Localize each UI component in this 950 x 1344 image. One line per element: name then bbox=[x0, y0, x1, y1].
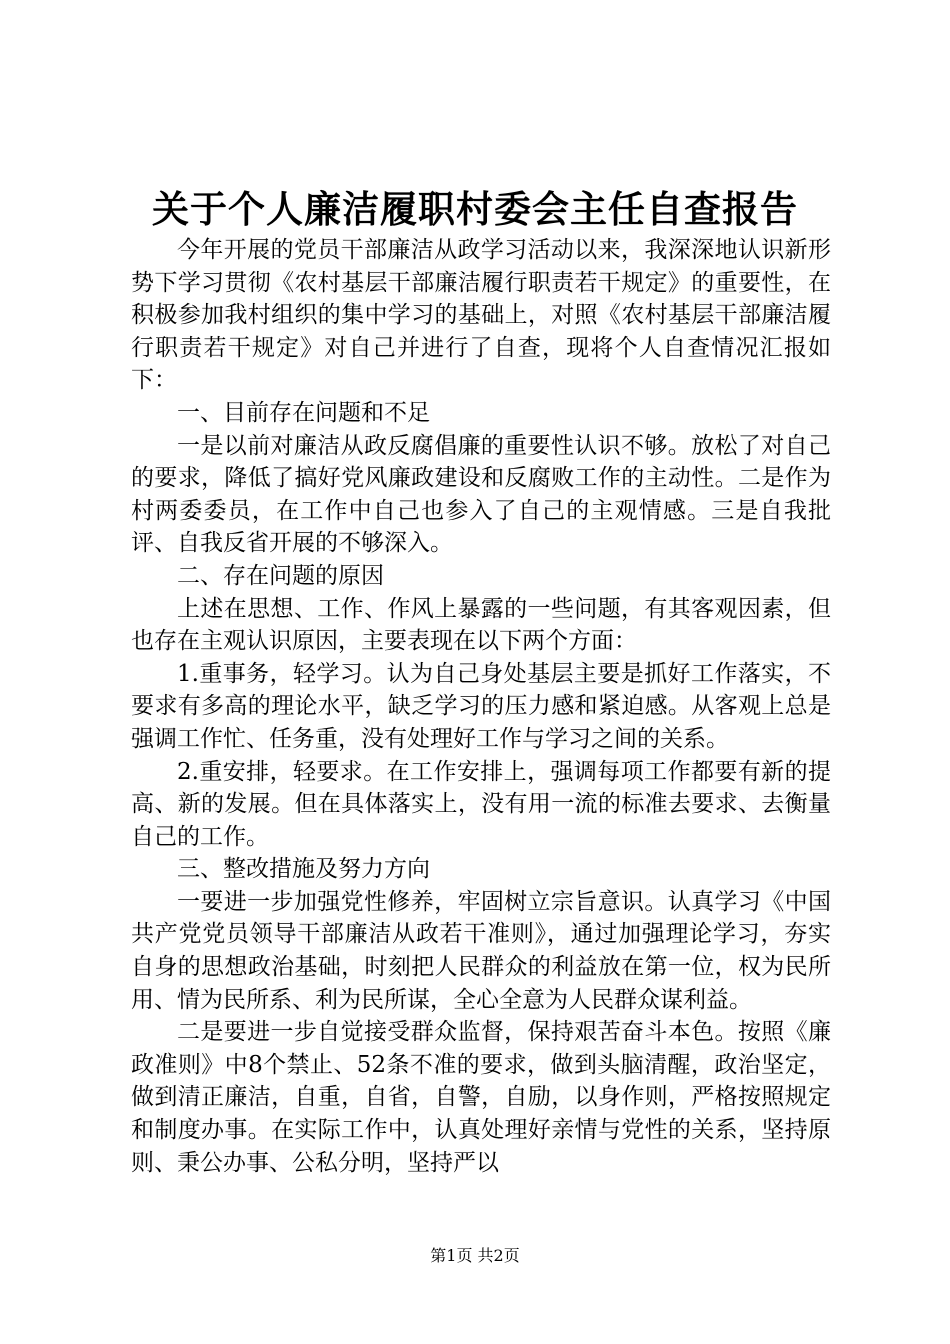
section-heading-2: 二、存在问题的原因 bbox=[177, 562, 384, 589]
page-title: 关于个人廉洁履职村委会主任自查报告 bbox=[152, 187, 798, 231]
paragraph-problems: 一是以前对廉洁从政反腐倡廉的重要性认识不够。放松了对自己的要求，降低了搞好党风廉政建设和反腐败工作的主动性。二是作为村两委委员，在工作中自己也参入了自己的主观情感。三是自我批评、自我反省开展的不够深入。 bbox=[131, 432, 831, 557]
section-heading-1: 一、目前存在问题和不足 bbox=[177, 399, 430, 426]
document-body bbox=[131, 234, 831, 1179]
paragraph-measure-1: 一要进一步加强党性修养，牢固树立宗旨意识。认真学习《中国共产党党员领导干部廉洁从政若干准则》，通过加强理论学习，夯实自身的思想政治基础，时刻把人民群众的利益放在第一位，权为民所用、情为民所系、利为民所谋，全心全意为人民群众谋利益。 bbox=[131, 888, 831, 1013]
section-heading-3: 三、整改措施及努力方向 bbox=[177, 856, 430, 883]
paragraph-cause-1: 1.重事务，轻学习。认为自己身处基层主要是抓好工作落实，不要求有多高的理论水平，缺乏学习的压力感和紧迫感。从客观上总是强调工作忙、任务重，没有处理好工作与学习之间的关系。 bbox=[131, 660, 831, 752]
paragraph-cause-2: 2.重安排，轻要求。在工作安排上，强调每项工作都要有新的提高、新的发展。但在具体落实上，没有用一流的标准去要求、去衡量自己的工作。 bbox=[131, 758, 831, 850]
paragraph-causes: 上述在思想、工作、作风上暴露的一些问题，有其客观因素，但也存在主观认识原因，主要表现在以下两个方面： bbox=[131, 595, 831, 655]
page-footer: 第1页 共2页 bbox=[430, 1246, 520, 1265]
paragraph-measure-2: 二是要进一步自觉接受群众监督，保持艰苦奋斗本色。按照《廉政准则》中8个禁止、52条不准的要求，做到头脑清醒，政治坚定，做到清正廉洁，自重，自省，自警，自励，以身作则，严格按照规定和制度办事。在实际工作中，认真处理好亲情与党性的关系，坚持原则、秉公办事、公私分明，坚持严以 bbox=[131, 1019, 831, 1176]
paragraph-intro: 今年开展的党员干部廉洁从政学习活动以来，我深深地认识新形势下学习贯彻《农村基层干部廉洁履行职责若干规定》的重要性，在积极参加我村组织的集中学习的基础上，对照《农村基层干部廉洁履行职责若干规定》对自己并进行了自查，现将个人自查情况汇报如下： bbox=[131, 237, 831, 394]
